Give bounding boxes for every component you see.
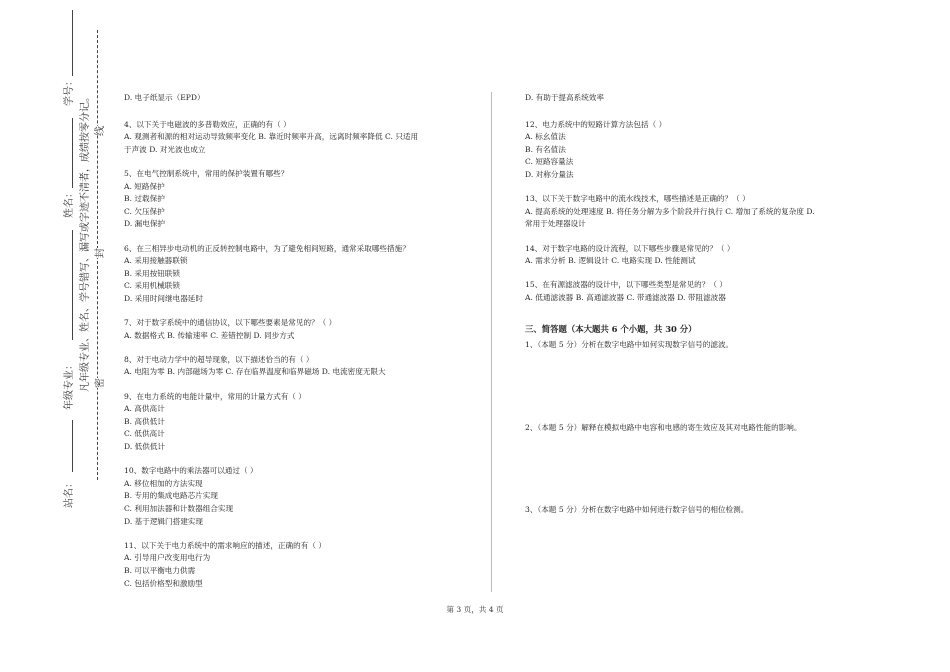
option-c: C. 采用机械联锁 — [124, 281, 180, 291]
option-c: C. 利用加法器和计数器组合实现 — [124, 504, 234, 513]
option-d: D. 对称分量法 — [525, 169, 574, 179]
option-b: B. 高供低计 — [124, 416, 165, 426]
option-b: B. 有名值法 — [525, 144, 566, 154]
question-8 — [124, 354, 469, 379]
question-text: 5、在电气控制系统中，常用的保护装置有哪些？ — [124, 168, 289, 178]
option-line: 常用于处理器设计 — [525, 219, 586, 229]
option-a: A. 引导用户改变用电行为 — [124, 553, 211, 563]
question-12 — [525, 119, 860, 182]
option-a: A. 移位相加的方法实现 — [124, 478, 203, 488]
option-b: B. 采用按钮联锁 — [124, 268, 180, 278]
question-6 — [124, 243, 469, 306]
name-line — [72, 118, 73, 188]
question-4 — [124, 119, 469, 157]
question-text: 4、以下关于电磁波的多普勒效应，正确的有（ ） — [124, 119, 291, 129]
question-13 — [525, 193, 860, 231]
question-text: 15、在有源滤波器的设计中，以下哪些类型是常见的？（ ） — [525, 280, 727, 290]
school-line — [72, 420, 73, 472]
option-a: A. 采用接触器联锁 — [124, 256, 188, 266]
student-id-line — [72, 10, 73, 76]
option-d: D. 漏电保护 — [124, 219, 166, 229]
instructions-text: 凡年级专业、姓名、学号错写、漏写或字迹不清者，成绩按零分记。 — [80, 92, 91, 392]
question-3-tail — [124, 92, 469, 105]
short-answer-3: 3、（本题 5 分）分析在数字电路中如何进行数字信号的相位检测。 — [525, 505, 749, 515]
option-line: A. 数据格式 B. 传输速率 C. 差错控制 D. 同步方式 — [124, 330, 295, 340]
question-text: 7、对于数字系统中的通信协议，以下哪些要素是常见的？（ ） — [124, 318, 337, 328]
seal-mark-mi: 密 — [91, 378, 106, 388]
option-c: C. 低供高计 — [124, 429, 165, 439]
option-b: B. 过载保护 — [124, 194, 165, 204]
question-5 — [124, 168, 469, 231]
question-text: 8、对于电动力学中的超导现象，以下描述恰当的有（ ） — [124, 354, 314, 364]
option-d: D. 采用时间继电器延时 — [124, 293, 203, 303]
question-9 — [124, 391, 469, 454]
option-a: A. 高供高计 — [124, 404, 165, 414]
page-number: 第 3 页，共 4 页 — [446, 605, 504, 614]
name-label: 姓名： — [64, 188, 75, 218]
question-text: 13、以下关于数字电路中的流水线技术，哪些描述是正确的？（ ） — [525, 194, 750, 204]
short-answer-2: 2、（本题 5 分）解释在模拟电路中电容和电感的寄生效应及其对电路性能的影响。 — [525, 422, 802, 432]
option-d: D. 有助于提高系统效率 — [525, 93, 604, 102]
school-label: 站名： — [64, 478, 75, 508]
left-column — [124, 92, 469, 602]
question-text: 6、在三相异步电动机的正反转控制电路中，为了避免相间短路，通常采取哪些措施？ — [124, 243, 410, 253]
option-a: A. 标幺值法 — [525, 132, 566, 142]
short-answer-1: 1、（本题 5 分）分析在数字电路中如何实现数字信号的滤波。 — [525, 340, 734, 350]
option-line: A. 需求分析 B. 逻辑设计 C. 电路实现 D. 性能测试 — [525, 256, 696, 266]
option-b: B. 可以平衡电力供需 — [124, 565, 196, 575]
section-3-title: 三、简答题（本大题共 6 个小题，共 30 分） — [525, 323, 697, 334]
option-c: C. 欠压保护 — [124, 206, 165, 216]
option-line: A. 提高系统的处理速度 B. 将任务分解为多个阶段并行执行 C. 增加了系统的复杂度 D. — [525, 206, 815, 216]
question-15 — [525, 279, 860, 304]
question-text: 11、以下关于电力系统中的需求响应的描述，正确的有（ ） — [124, 540, 326, 550]
option-line: D. 电子纸显示（EPD） — [124, 93, 205, 102]
seal-mark-feng: 封 — [91, 248, 106, 258]
question-text: 12、电力系统中的短路计算方法包括（ ） — [525, 119, 667, 129]
question-14 — [525, 243, 860, 268]
option-b: B. 专用的集成电路芯片实现 — [124, 491, 218, 501]
seal-mark-xian: 线 — [91, 126, 106, 136]
option-c: C. 包括价格型和激励型 — [124, 578, 203, 588]
option-d: D. 低供低计 — [124, 442, 166, 452]
option-d: D. 基于逻辑门搭建实现 — [124, 516, 203, 526]
student-id-label: 学号： — [64, 76, 75, 106]
class-label: 年级专业： — [64, 360, 75, 410]
option-line: A. 低通滤波器 B. 高通滤波器 C. 带通滤波器 D. 带阻滤波器 — [525, 292, 726, 302]
option-line: A. 电阻为零 B. 内部磁场为零 C. 存在临界温度和临界磁场 D. 电流密度无限大 — [124, 367, 386, 377]
option-a: A. 短路保护 — [124, 181, 165, 191]
question-7 — [124, 317, 469, 342]
question-text: 9、在电力系统的电能计量中，常用的计量方式有（ ） — [124, 391, 306, 401]
option-line: 于声波 D. 对光波也成立 — [124, 144, 206, 154]
option-c: C. 短路容量法 — [525, 157, 574, 167]
question-10 — [124, 465, 469, 528]
column-divider — [491, 92, 492, 592]
question-11-tail — [525, 92, 860, 105]
question-11 — [124, 540, 469, 590]
option-line: A. 观测者和源的相对运动导致频率变化 B. 靠近时频率升高，远离时频率降低 C. 只适用 — [124, 132, 419, 142]
class-line — [72, 230, 73, 340]
right-column — [525, 92, 860, 587]
question-text: 14、对于数字电路的设计流程，以下哪些步骤是常见的？（ ） — [525, 243, 735, 253]
question-text: 10、数字电路中的乘法器可以通过（ ） — [124, 466, 258, 476]
